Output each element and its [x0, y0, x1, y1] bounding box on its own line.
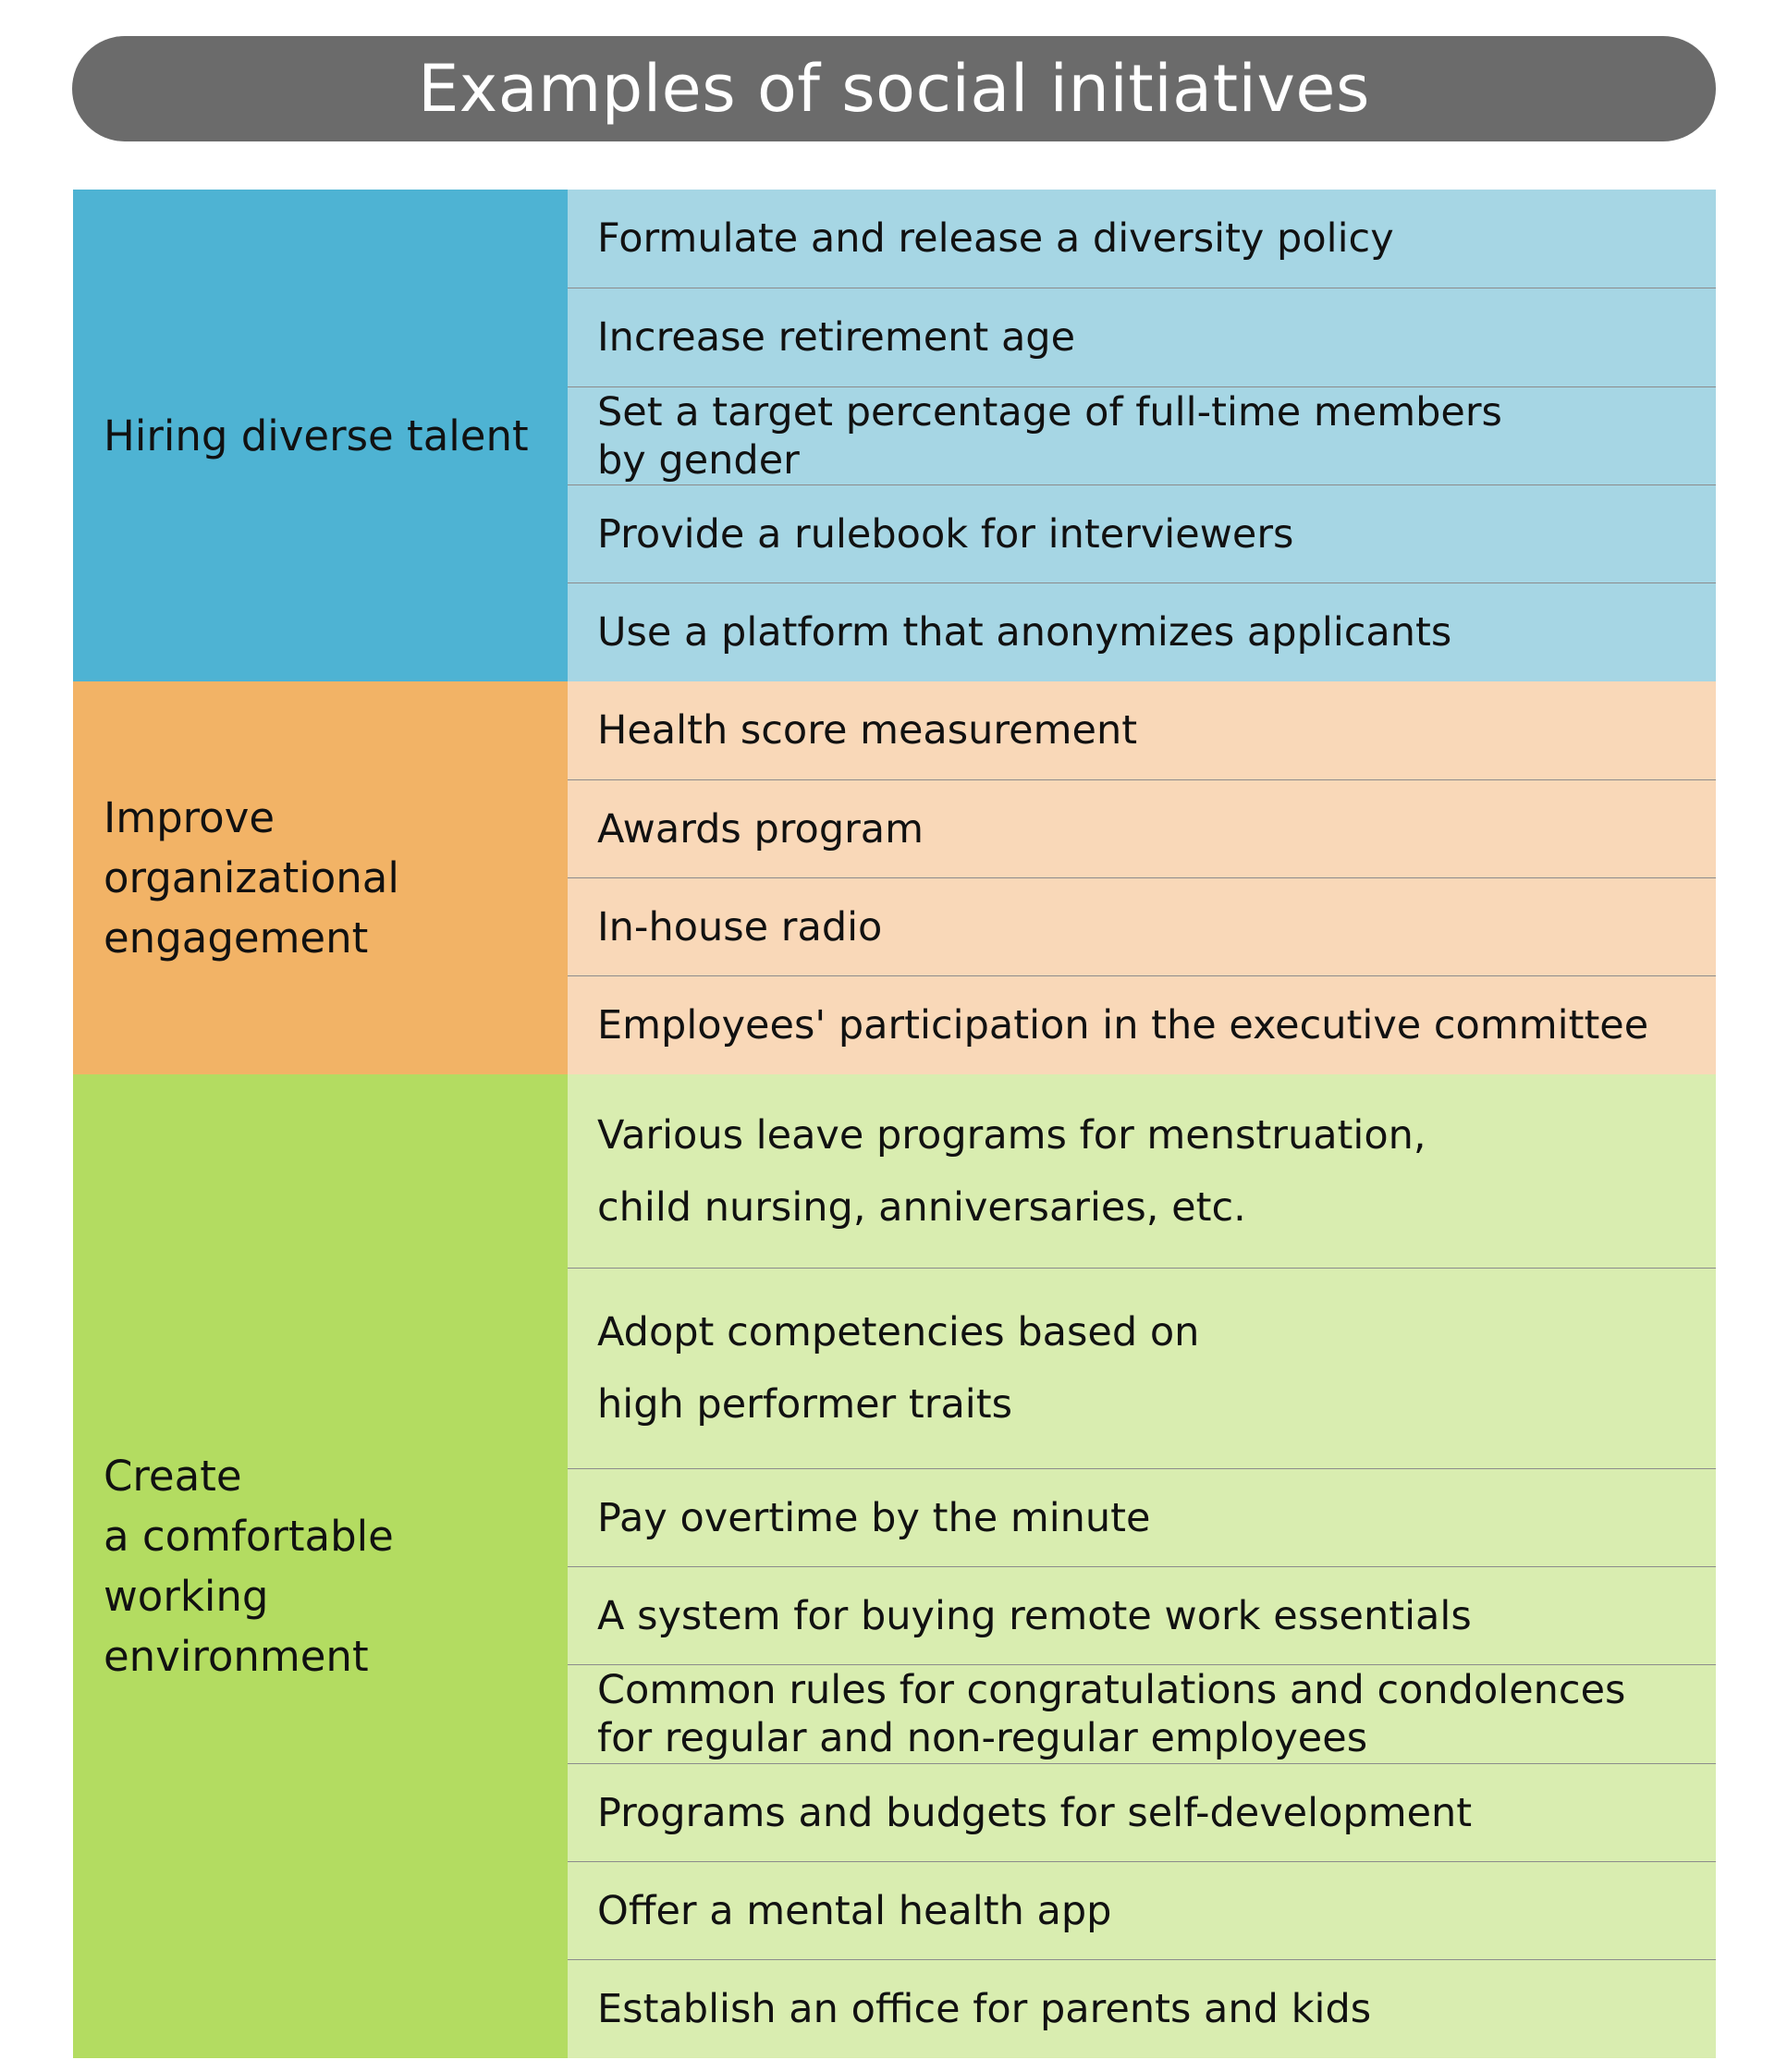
list-item: Employees' participation in the executive committee [568, 975, 1716, 1074]
list-item: Provide a rulebook for interviewers [568, 484, 1716, 582]
list-item: In-house radio [568, 877, 1716, 975]
group-hiring-diverse-talent [73, 190, 1716, 681]
list-item: Awards program [568, 779, 1716, 877]
group-create-comfortable-working-environment [73, 1074, 1716, 2058]
list-item: Pay overtime by the minute [568, 1468, 1716, 1566]
list-item: Increase retirement age [568, 288, 1716, 386]
group-label: Create a comfortable working environment [73, 1074, 568, 2058]
list-item: A system for buying remote work essentials [568, 1566, 1716, 1664]
list-item: Offer a mental health app [568, 1861, 1716, 1959]
group-improve-organizational-engagement [73, 681, 1716, 1074]
list-item: Adopt competencies based on high performer traits [568, 1268, 1716, 1468]
list-item: Set a target percentage of full-time members by gender [568, 386, 1716, 484]
list-item: Health score measurement [597, 707, 1138, 754]
title-bar [72, 36, 1716, 141]
group-items [568, 1074, 1716, 2058]
group-label: Hiring diverse talent [73, 190, 568, 681]
page-title: Examples of social initiatives [418, 51, 1370, 127]
group-items [568, 190, 1716, 681]
list-item: Common rules for congratulations and condolences for regular and non-regular employees [568, 1664, 1716, 1763]
list-item: Formulate and release a diversity policy [597, 215, 1394, 262]
group-label: Improve organizational engagement [73, 681, 568, 1074]
group-items [568, 681, 1716, 1074]
list-item: Establish an office for parents and kids [568, 1959, 1716, 2058]
list-item: Use a platform that anonymizes applicants [568, 582, 1716, 681]
list-item: Various leave programs for menstruation, child nursing, anniversaries, etc. [597, 1111, 1426, 1231]
list-item: Programs and budgets for self-development [568, 1763, 1716, 1861]
initiatives-table [73, 190, 1716, 2058]
